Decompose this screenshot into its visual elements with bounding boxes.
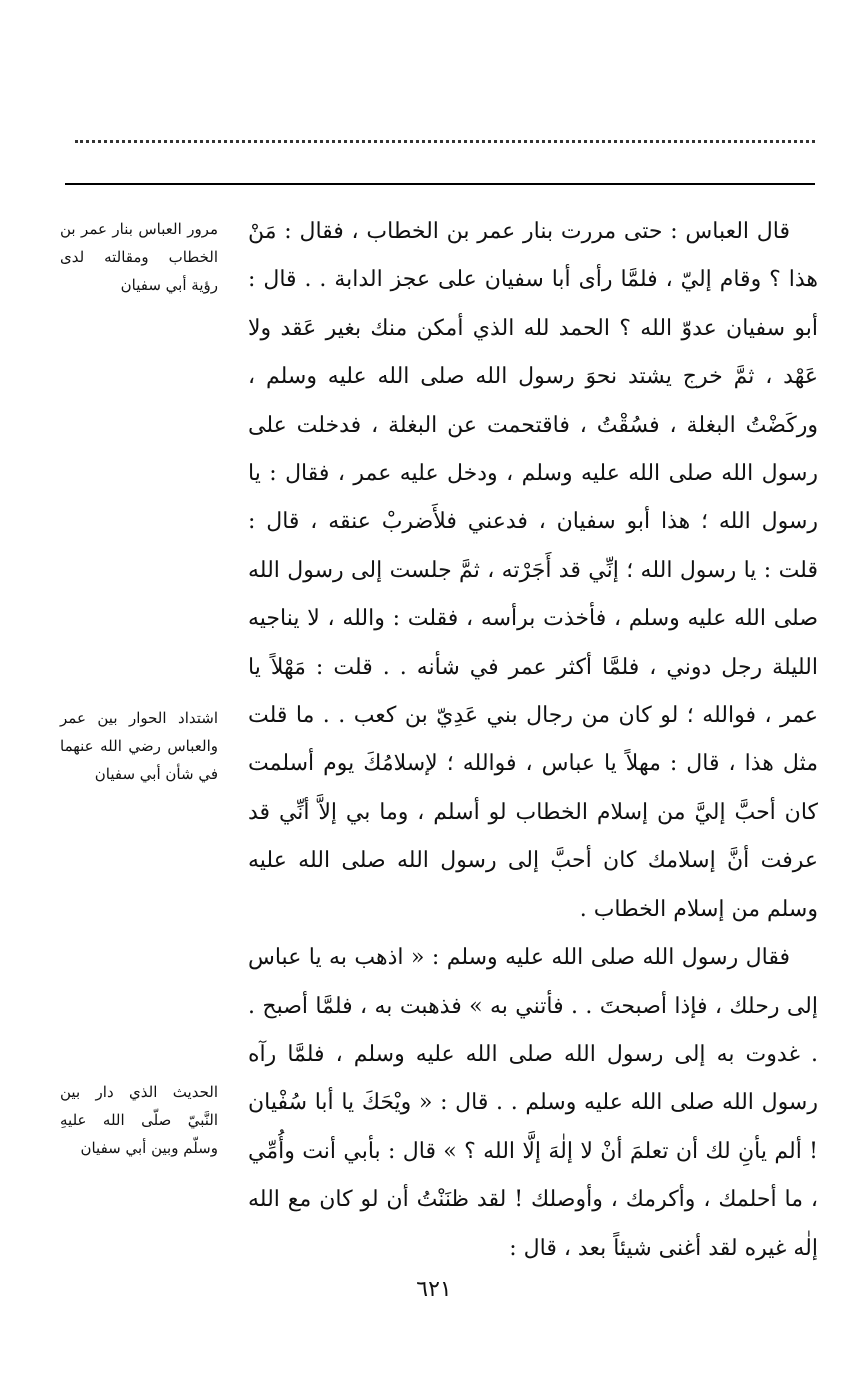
margin-note-abbas-at-umar-fire: مرور العباس بنار عمر بن الخطاب ومقالته لدى رؤية أبي سفيان — [60, 220, 218, 294]
header-solid-rule — [65, 183, 815, 185]
header-dotted-rule — [75, 140, 815, 143]
margin-note-prophet-abu-sufyan-talk: الحديث الذي دار بين النَّبيّ صلّى الله عليهِ وسلّم وبين أبي سفيان — [60, 1083, 218, 1157]
main-text-column — [248, 208, 818, 1273]
main-paragraph-2: فقال رسول الله صلى الله عليه وسلم : « اذهب به يا عباس إلى رحلك ، فإذا أصبحتَ . . فأتني به » فذهبت به ، فلمَّا أصبح . . غدوت به إلى رسول الله صلى الله عليه وسلم ، فلمَّا رآه رسول الله صلى الله عليه وسلم . . قال : « ويْحَكَ يا أبا سُفْيان ! ألم يأنِ لك أن تعلمَ أنْ لا إلٰهَ إلَّا الله ؟ » قال : بأبي أنت وأُمِّي ، ما أحلمك ، وأكرمك ، وأوصلك ! لقد ظنَنْتُ أن لو كان مع الله إلٰه غيره لقد أغنى شيئاً بعد ، قال : — [248, 945, 818, 1261]
page-number: ٦٢١ — [416, 1277, 452, 1302]
margin-note-umar-abbas-dialogue: اشتداد الحوار بين عمر والعباس رضي الله عنهما في شأن أبي سفيان — [60, 709, 218, 783]
main-paragraph-1: قال العباس : حتى مررت بنار عمر بن الخطاب ، فقال : مَنْ هذا ؟ وقام إليّ ، فلمَّا رأى أبا سفيان على عجز الدابة . . قال : أبو سفيان عدوّ الله ؟ الحمد لله الذي أمكن منك بغير عَقد ولا عَهْد ، ثمَّ خرج يشتد نحوَ رسول الله صلى الله عليه وسلم ، وركَضْتُ البغلة ، فسُقْتُ ، فاقتحمت عن البغلة ، فدخلت على رسول الله صلى الله عليه وسلم ، ودخل عليه عمر ، فقال : يا رسول الله ؛ هذا أبو سفيان ، فدعني فلأَضربْ عنقه ، قال : قلت : يا رسول الله ؛ إنِّي قد أَجَرْته ، ثمَّ جلست إلى رسول الله صلى الله عليه وسلم ، فأخذت برأسه ، فقلت : والله ، لا يناجيه الليلة رجل دوني ، فلمَّا أكثر عمر في شأنه . . قلت : مَهْلاً يا عمر ، فوالله ؛ لو كان من رجال بني عَدِيّ بن كعب . . ما قلت مثل هذا ، قال : مهلاً يا عباس ، فوالله ؛ لإسلامُكَ يوم أسلمت كان أحبَّ إليَّ من إسلام الخطاب لو أسلم ، وما بي إلاَّ أنِّي قد عرفت أنَّ إسلامك كان أحبَّ إلى رسول الله صلى الله عليه وسلم من إسلام الخطاب . — [248, 219, 818, 922]
